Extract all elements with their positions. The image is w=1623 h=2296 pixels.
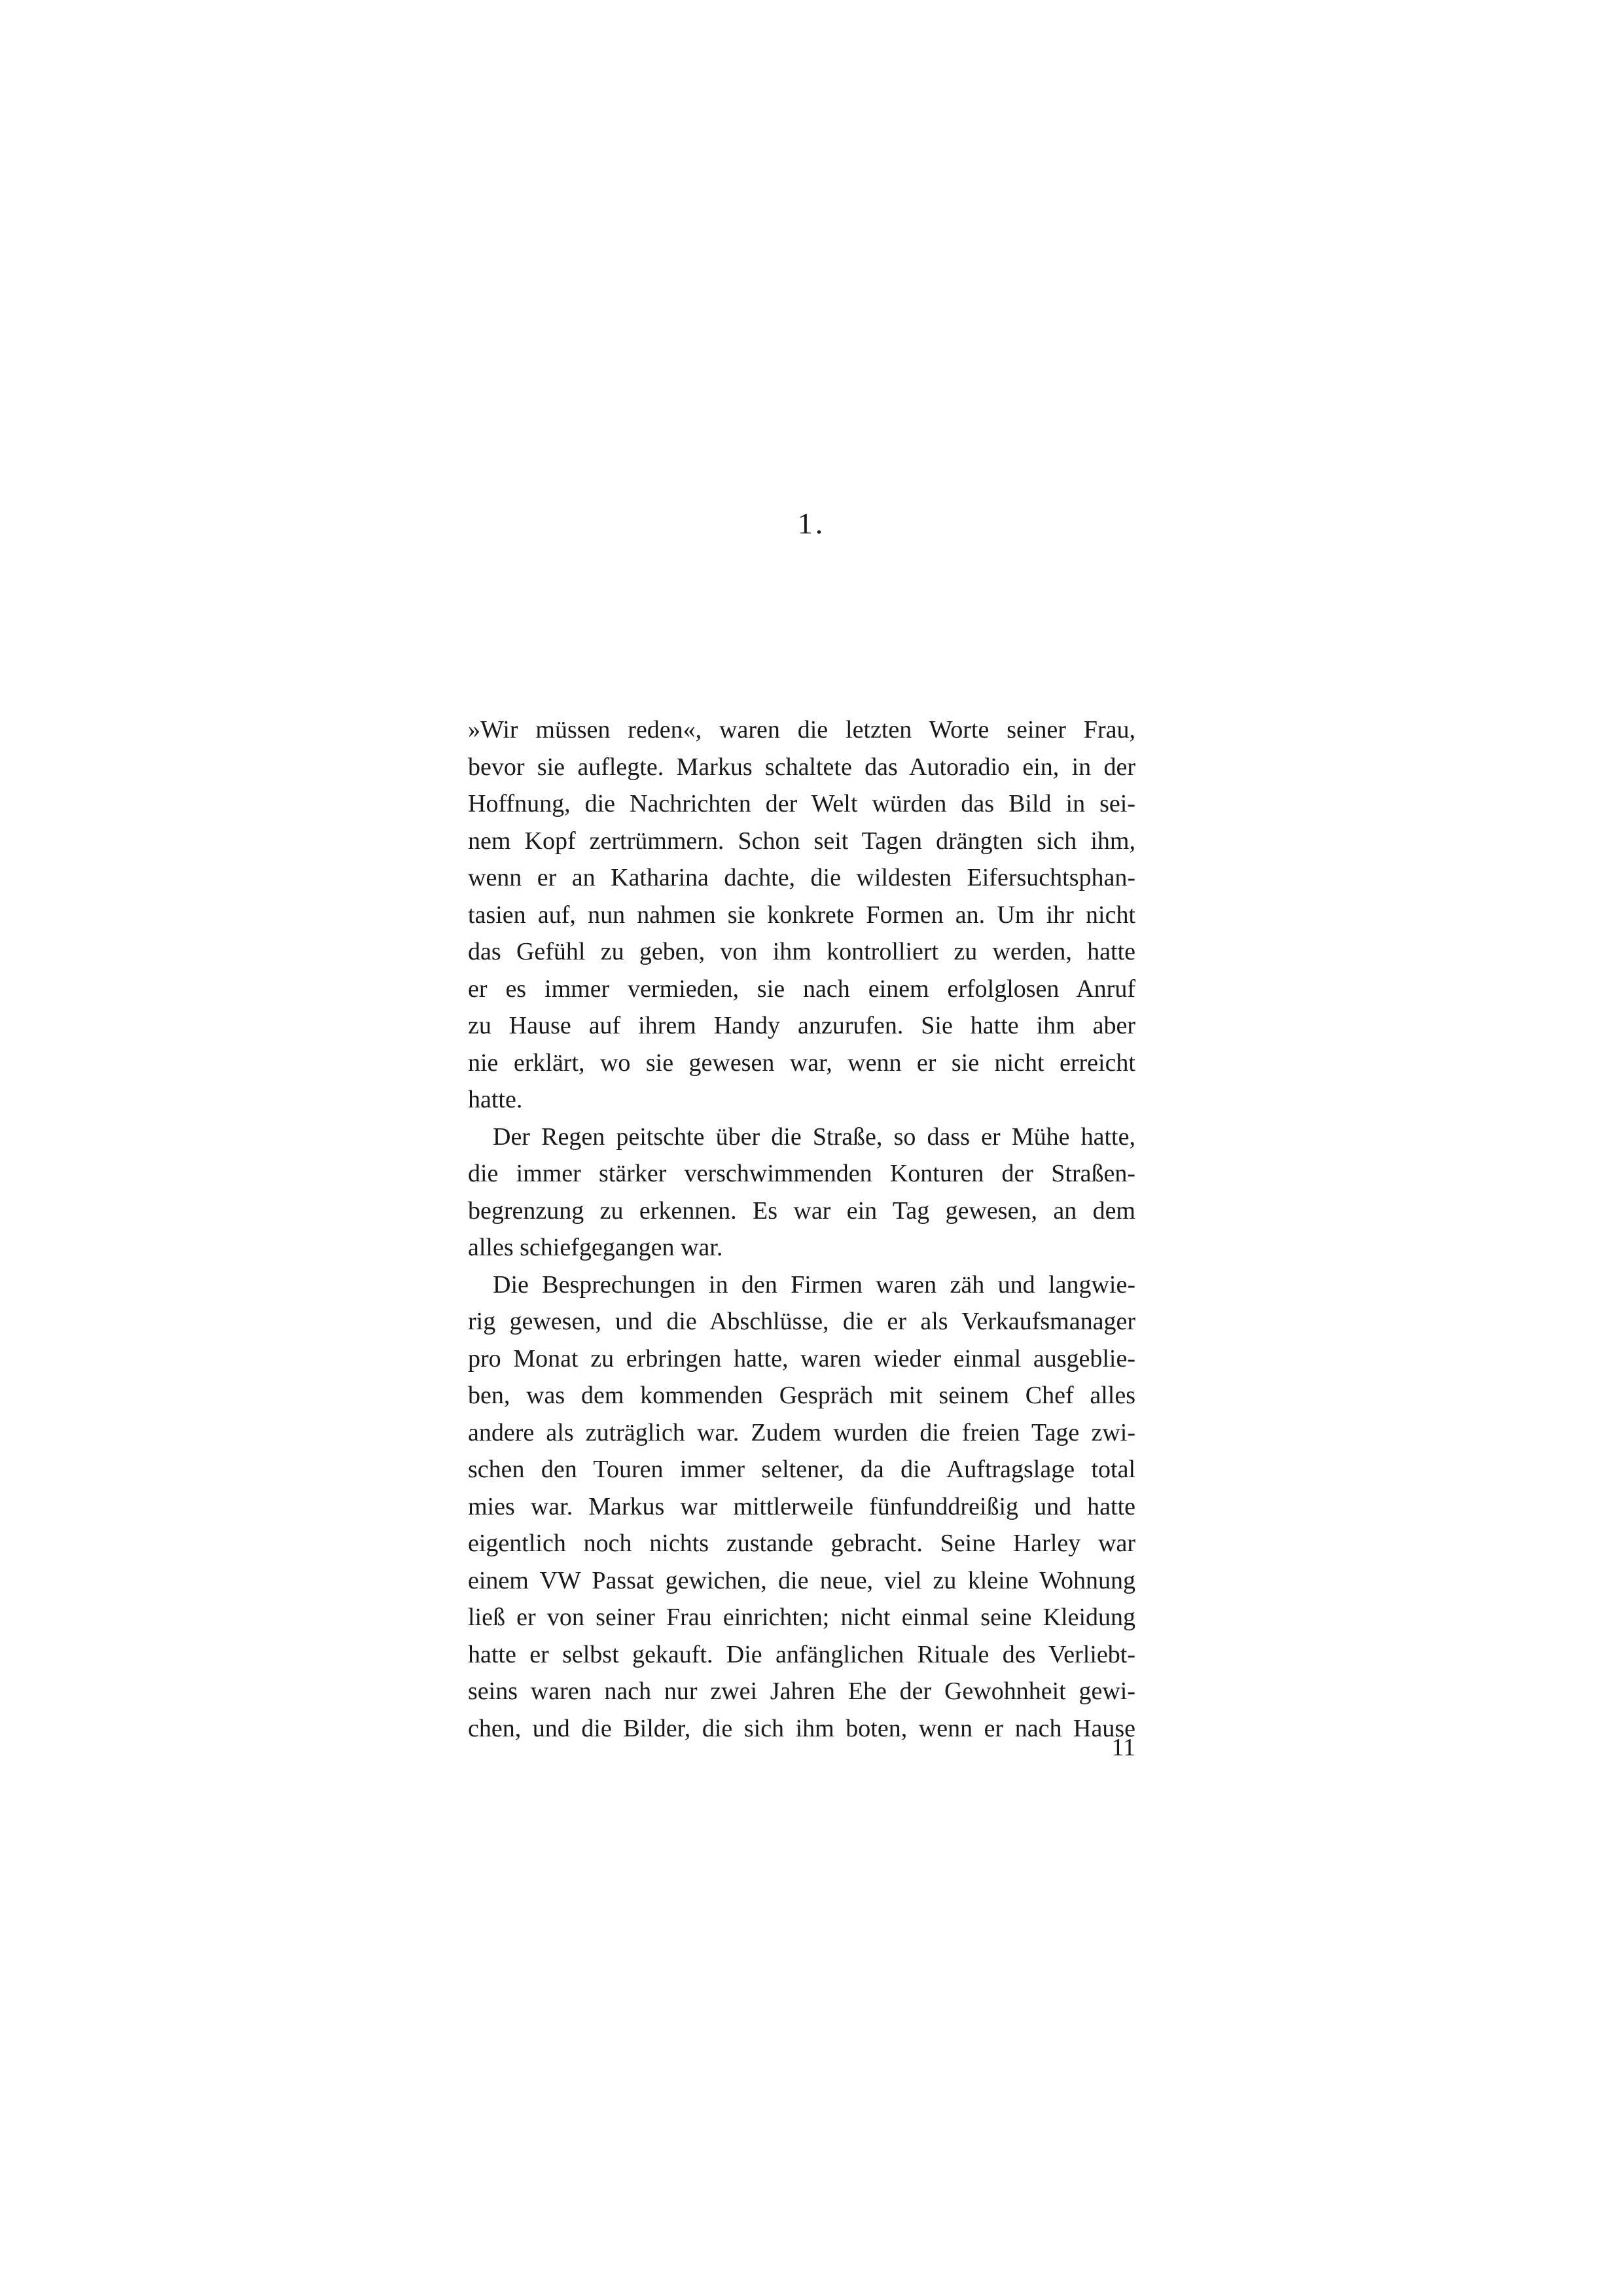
paragraph-1: [468, 711, 1135, 1119]
text-line: mies war. Markus war mittlerweile fünfunddreißig und hatte: [468, 1492, 1135, 1520]
text-line: seins waren nach nur zwei Jahren Ehe der Gewohnheit gewi-: [468, 1677, 1135, 1705]
text-line: eigentlich noch nichts zustande gebracht. Seine Harley war: [468, 1530, 1135, 1557]
text-line: das Gefühl zu geben, von ihm kontrolliert zu werden, hatte: [468, 938, 1135, 965]
text-line: chen, und die Bilder, die sich ihm boten, wenn er nach Hause: [468, 1714, 1135, 1742]
text-line: begrenzung zu erkennen. Es war ein Tag gewesen, an dem: [468, 1196, 1135, 1225]
text-line: die immer stärker verschwimmenden Konturen der Straßen-: [468, 1160, 1135, 1187]
text-line: tasien auf, nun nahmen sie konkrete Formen an. Um ihr nicht: [468, 901, 1135, 929]
paragraph-3: [468, 1266, 1135, 1748]
text-line: Hoffnung, die Nachrichten der Welt würden das Bild in sei-: [468, 790, 1135, 817]
page-number: 11: [1111, 1734, 1135, 1761]
text-line: ließ er von seiner Frau einrichten; nicht einmal seine Kleidung: [468, 1604, 1135, 1631]
text-line: schen den Touren immer seltener, da die Auftragslage total: [468, 1456, 1135, 1483]
text-line: hatte.: [468, 1086, 523, 1113]
text-line: andere als zuträglich war. Zudem wurden die freien Tage zwi-: [468, 1418, 1135, 1446]
text-line: zu Hause auf ihrem Handy anzurufen. Sie hatte ihm aber: [468, 1012, 1135, 1039]
text-line: wenn er an Katharina dachte, die wildesten Eifersuchtsphan-: [468, 864, 1135, 891]
chapter-number: 1.: [797, 507, 826, 540]
text-line: »Wir müssen reden«, waren die letzten Worte seiner Frau,: [468, 716, 1135, 744]
text-line: Der Regen peitschte über die Straße, so dass er Mühe hatte,: [493, 1122, 1135, 1151]
body-text: [468, 711, 1135, 1747]
text-line: nie erklärt, wo sie gewesen war, wenn er sie nicht erreicht: [468, 1049, 1135, 1077]
text-line: einem VW Passat gewichen, die neue, viel zu kleine Wohnung: [468, 1566, 1135, 1594]
text-line: ben, was dem kommenden Gespräch mit seinem Chef alles: [468, 1382, 1135, 1409]
text-line: hatte er selbst gekauft. Die anfänglichen Rituale des Verliebt-: [468, 1640, 1135, 1668]
text-line: alles schiefgegangen war.: [468, 1234, 723, 1261]
text-line: pro Monat zu erbringen hatte, waren wieder einmal ausgeblie-: [468, 1344, 1135, 1372]
text-line: Die Besprechungen in den Firmen waren zäh und langwie-: [493, 1270, 1135, 1299]
text-line: er es immer vermieden, sie nach einem erfolglosen Anruf: [468, 975, 1135, 1003]
text-line: nem Kopf zertrümmern. Schon seit Tagen drängten sich ihm,: [468, 827, 1135, 855]
text-line: rig gewesen, und die Abschlüsse, die er als Verkaufsmanager: [468, 1308, 1135, 1335]
paragraph-2: [468, 1119, 1135, 1266]
text-line: bevor sie auflegte. Markus schaltete das Autoradio ein, in der: [468, 753, 1135, 781]
